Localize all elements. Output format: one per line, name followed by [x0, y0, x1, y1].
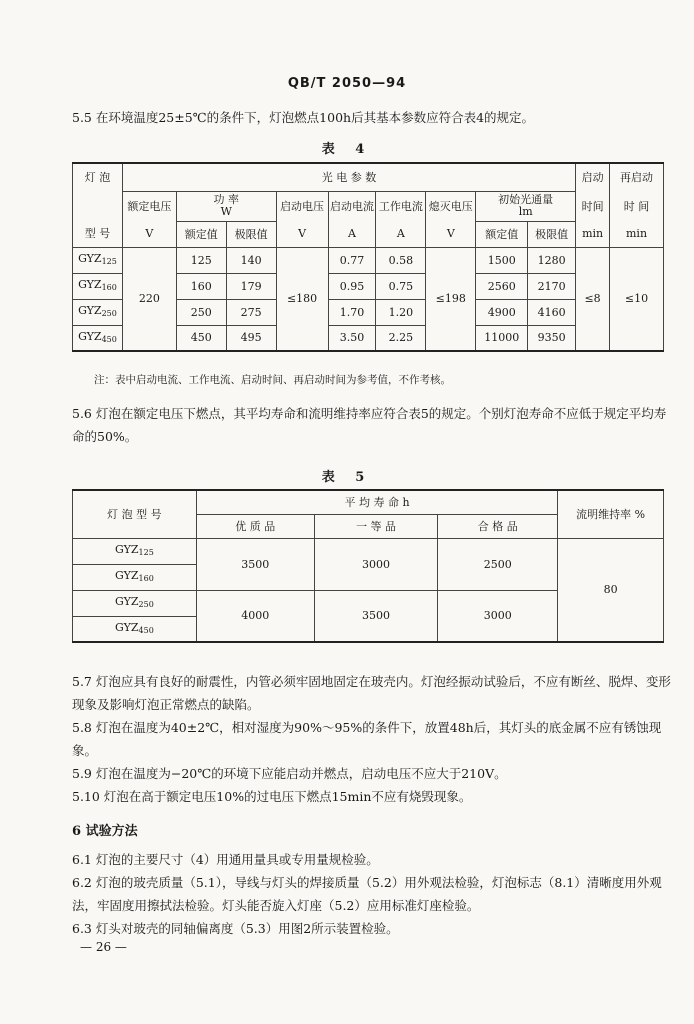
power-rated-cell: 250	[176, 299, 226, 325]
model-cell: $GYZ_{160}$	[73, 273, 123, 299]
page-number: — 26 —	[80, 940, 127, 954]
h-restart-time: 再启动	[610, 163, 664, 191]
clause-6-1: 6.1 灯泡的主要尺寸（4）用通用量具或专用量规检验。	[72, 852, 379, 867]
h-flux-unit: lm	[518, 205, 533, 218]
start-time-cell: ≤8	[576, 247, 610, 351]
restart-time-cell: ≤10	[610, 247, 664, 351]
h-average-life: 平 均 寿 命 h	[196, 490, 557, 514]
start-current-cell: 0.77	[328, 247, 376, 273]
start-voltage-cell: ≤180	[276, 247, 328, 351]
table-row	[73, 247, 664, 273]
flux-rated-cell: 11000	[476, 325, 528, 351]
table4-note: 注：表中启动电流、工作电流、启动时间、再启动时间为参考值，不作考核。	[94, 374, 451, 386]
model-cell: $GYZ_{250}$	[73, 590, 197, 616]
u-rated-voltage: V	[122, 221, 176, 247]
table-row	[73, 538, 664, 564]
h-excellent: 优 质 品	[196, 514, 314, 538]
h-lamp-blank	[73, 191, 123, 221]
h-power-label: 功 率	[213, 193, 239, 206]
start-current-cell: 3.50	[328, 325, 376, 351]
flux-rated-cell: 4900	[476, 299, 528, 325]
power-rated-cell: 125	[176, 247, 226, 273]
flux-limit-cell: 4160	[528, 299, 576, 325]
u-flux-limit: 极限值	[528, 221, 576, 247]
power-limit-cell: 275	[226, 299, 276, 325]
table-4	[72, 162, 664, 352]
work-current-cell: 2.25	[376, 325, 426, 351]
life-qualified-cell: 2500	[438, 538, 558, 590]
work-current-cell: 1.20	[376, 299, 426, 325]
flux-limit-cell: 2170	[528, 273, 576, 299]
h-lamp-bottom: 型 号	[73, 221, 123, 247]
section-6-title: 6 试验方法	[72, 824, 138, 839]
lumen-maintenance-cell: 80	[558, 538, 664, 642]
h-rated-voltage: 额定电压	[122, 191, 176, 221]
work-current-cell: 0.75	[376, 273, 426, 299]
h-start-current: 启动电流	[328, 191, 376, 221]
power-limit-cell: 179	[226, 273, 276, 299]
start-current-cell: 1.70	[328, 299, 376, 325]
standard-header: QB/T 2050—94	[287, 76, 407, 91]
clause-5-9: 5.9 灯泡在温度为−20℃的环境下应能启动并燃点，启动电压不应大于210V。	[72, 766, 507, 781]
work-current-cell: 0.58	[376, 247, 426, 273]
u-restart-time: min	[610, 221, 664, 247]
h-lumen-maintenance: 流明维持率 %	[558, 490, 664, 538]
power-rated-cell: 160	[176, 273, 226, 299]
clause-6-2: 6.2 灯泡的玻壳质量（5.1），导线与灯头的焊接质量（5.2）用外观法检验，灯泡标志（8.1）清晰度用外观法，牢固度用擦拭法检验。灯头能否旋入灯座（5.2）应用标准灯座检验。	[72, 875, 662, 913]
flux-limit-cell: 1280	[528, 247, 576, 273]
u-work-current: A	[376, 221, 426, 247]
h-start-voltage: 启动电压	[276, 191, 328, 221]
u-extinction-voltage: V	[426, 221, 476, 247]
model-cell: $GYZ_{450}$	[73, 325, 123, 351]
u-start-voltage: V	[276, 221, 328, 247]
u-start-current: A	[328, 221, 376, 247]
life-excellent-cell: 3500	[196, 538, 314, 590]
model-cell: $GYZ_{125}$	[73, 538, 197, 564]
h-start-time-2: 时间	[576, 191, 610, 221]
h-flux-label: 初始光通量	[498, 193, 554, 206]
h-start-time: 启动	[576, 163, 610, 191]
h-power	[176, 191, 276, 221]
u-power-limit: 极限值	[226, 221, 276, 247]
power-limit-cell: 140	[226, 247, 276, 273]
h-first-class: 一 等 品	[314, 514, 438, 538]
flux-limit-cell: 9350	[528, 325, 576, 351]
clause-5-8: 5.8 灯泡在温度为40±2℃，相对湿度为90%～95%的条件下，放置48h后，其灯头的底金属不应有锈蚀现象。	[72, 720, 662, 758]
flux-rated-cell: 1500	[476, 247, 528, 273]
extinction-voltage-cell: ≤198	[426, 247, 476, 351]
model-cell: $GYZ_{250}$	[73, 299, 123, 325]
flux-rated-cell: 2560	[476, 273, 528, 299]
life-excellent-cell: 4000	[196, 590, 314, 642]
u-power-rated: 额定值	[176, 221, 226, 247]
rated-voltage-cell: 220	[122, 247, 176, 351]
start-current-cell: 0.95	[328, 273, 376, 299]
table4-caption: 表 4	[321, 142, 373, 157]
life-qualified-cell: 3000	[438, 590, 558, 642]
clause-5-6: 5.6 灯泡在额定电压下燃点，其平均寿命和流明维持率应符合表5的规定。个别灯泡寿命不应低于规定平均寿命的50%。	[72, 406, 667, 444]
h-lamp-top: 灯 泡	[73, 163, 123, 191]
h-qualified: 合 格 品	[438, 514, 558, 538]
life-first-cell: 3000	[314, 538, 438, 590]
h-initial-flux	[476, 191, 576, 221]
table-5	[72, 489, 664, 643]
h-extinction-voltage: 熄灭电压	[426, 191, 476, 221]
h-lamp-model: 灯 泡 型 号	[73, 490, 197, 538]
life-first-cell: 3500	[314, 590, 438, 642]
model-cell: $GYZ_{160}$	[73, 564, 197, 590]
h-power-unit: W	[220, 205, 232, 218]
h-work-current: 工作电流	[376, 191, 426, 221]
u-flux-rated: 额定值	[476, 221, 528, 247]
table5-caption: 表 5	[321, 470, 373, 485]
u-start-time: min	[576, 221, 610, 247]
power-rated-cell: 450	[176, 325, 226, 351]
clause-5-10: 5.10 灯泡在高于额定电压10%的过电压下燃点15min不应有烧毁现象。	[72, 789, 472, 804]
h-restart-time-2: 时 间	[610, 191, 664, 221]
model-cell: $GYZ_{450}$	[73, 616, 197, 642]
h-optical-electrical: 光 电 参 数	[122, 163, 575, 191]
clause-6-3: 6.3 灯头对玻壳的同轴偏离度（5.3）用图2所示装置检验。	[72, 921, 399, 936]
clause-5-7: 5.7 灯泡应具有良好的耐震性，内管必须牢固地固定在玻壳内。灯泡经振动试验后，不应有断丝、脱焊、变形现象及影响灯泡正常燃点的缺陷。	[72, 674, 671, 712]
clause-5-5: 5.5 在环境温度25±5℃的条件下，灯泡燃点100h后其基本参数应符合表4的规定。	[72, 110, 535, 125]
power-limit-cell: 495	[226, 325, 276, 351]
model-cell: $GYZ_{125}$	[73, 247, 123, 273]
